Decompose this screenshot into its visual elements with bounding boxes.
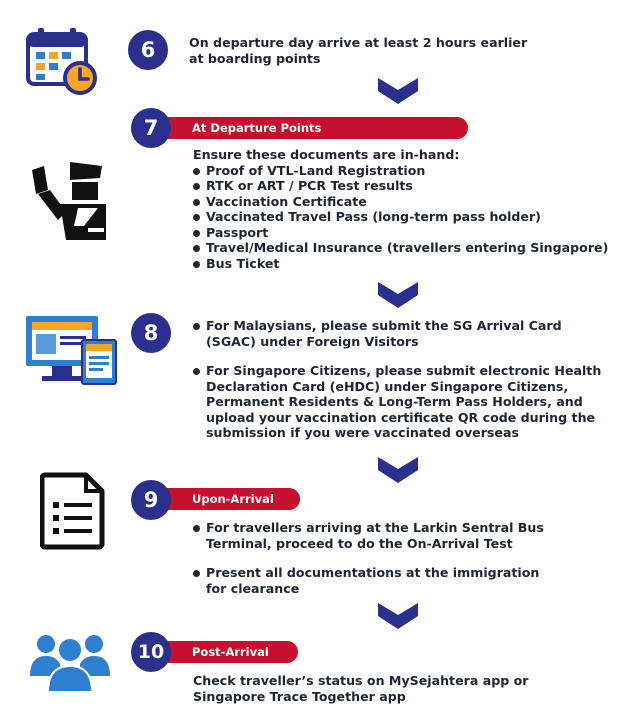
- step-text: [189, 35, 527, 66]
- document-list: [193, 163, 608, 272]
- bullet-line: upload your vaccination certificate QR code during the: [206, 409, 596, 425]
- chevron-down-icon: [378, 282, 418, 308]
- list-item: Vaccination Certificate: [193, 194, 608, 210]
- chevron-down-icon: [378, 457, 418, 483]
- people-group-icon: [30, 630, 110, 694]
- document-list-icon: [40, 472, 106, 550]
- bullet-line: For Malaysians, please submit the SG Arrival Card: [206, 318, 562, 333]
- bullet-line: For travellers arriving at the Larkin Sentral Bus: [206, 520, 544, 535]
- section-intro: Ensure these documents are in-hand:: [193, 147, 460, 162]
- section-body: [193, 147, 608, 271]
- bullet-line: Permanent Residents & Long-Term Pass Holders, and: [206, 394, 583, 409]
- bullet-line: for clearance: [206, 580, 300, 596]
- step-number: 10: [131, 632, 171, 672]
- step-number: 8: [131, 313, 171, 353]
- list-item: Vaccinated Travel Pass (long-term pass holder): [193, 209, 608, 225]
- chevron-down-icon: [378, 78, 418, 104]
- section-header-bar: At Departure Points: [160, 117, 468, 139]
- step-text-line: Check traveller’s status on MySejahtera app or: [193, 673, 529, 688]
- list-item: RTK or ART / PCR Test results: [193, 178, 608, 194]
- list-item: Bus Ticket: [193, 256, 608, 272]
- section-body: [193, 520, 544, 596]
- bullet-line: submission if you were vaccinated overseas: [206, 425, 519, 440]
- step-text-line: On departure day arrive at least 2 hours earlier: [189, 35, 528, 50]
- bullet-line: Terminal, proceed to do the On-Arrival Test: [206, 535, 513, 551]
- step-number: 9: [131, 480, 171, 520]
- calendar-clock-icon: [26, 26, 98, 96]
- computer-tablet-icon: [24, 314, 118, 388]
- list-item: Proof of VTL-Land Registration: [193, 163, 608, 179]
- bullet-line: Present all documentations at the immigration: [206, 565, 540, 580]
- bullet-item: [193, 565, 544, 596]
- officer-icon: [30, 160, 110, 242]
- bullet-line: For Singapore Citizens, please submit electronic Health: [206, 363, 602, 378]
- bullet-item: [193, 520, 544, 551]
- step-text-line: at boarding points: [189, 50, 321, 66]
- step-text-line: Singapore Trace Together app: [193, 688, 406, 704]
- bullet-line: (SGAC) under Foreign Visitors: [206, 333, 419, 349]
- section-header-bar: Post-Arrival: [160, 641, 298, 663]
- section-header-bar: Upon-Arrival: [160, 488, 300, 510]
- list-item: Passport: [193, 225, 608, 241]
- step-text: [193, 673, 528, 704]
- list-item: Travel/Medical Insurance (travellers entering Singapore): [193, 240, 608, 256]
- step-number: 7: [131, 108, 171, 148]
- section-body: [193, 318, 601, 441]
- bullet-item: [193, 318, 601, 349]
- step-number: 6: [128, 30, 168, 70]
- chevron-down-icon: [378, 603, 418, 629]
- bullet-line: Declaration Card (eHDC) under Singapore Citizens,: [206, 378, 569, 394]
- bullet-item: [193, 363, 601, 441]
